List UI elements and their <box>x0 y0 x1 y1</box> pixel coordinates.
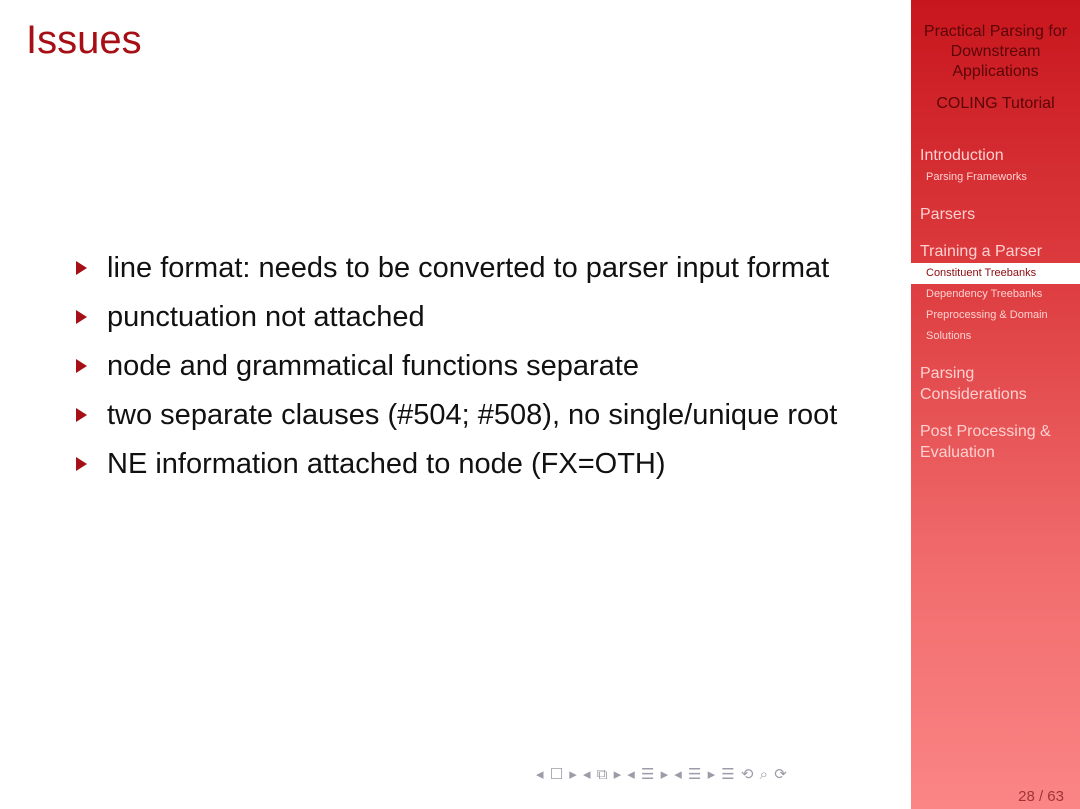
sidebar-subsection-preprocessing-domain[interactable]: Preprocessing & Domain <box>926 309 1048 321</box>
slide-body <box>76 248 866 493</box>
sidebar-section-training-a-parser[interactable]: Training a Parser <box>920 243 1043 260</box>
bullet-text: line format: needs to be converted to parser input format <box>107 252 830 284</box>
bullet-text: NE information attached to node (FX=OTH) <box>107 448 666 480</box>
sidebar-subsection-solutions[interactable]: Solutions <box>926 330 972 342</box>
triangle-bullet-icon <box>76 457 87 471</box>
page-number: 28 / 63 <box>1018 788 1064 805</box>
sidebar-subsection-parsing-frameworks[interactable]: Parsing Frameworks <box>926 171 1027 183</box>
bullet-item <box>76 248 866 288</box>
triangle-bullet-icon <box>76 359 87 373</box>
slide-title: Issues <box>26 18 142 62</box>
sidebar <box>911 0 1080 809</box>
bullet-text: node and grammatical functions separate <box>107 350 639 382</box>
sidebar-subsection-constituent-treebanks[interactable]: Constituent Treebanks <box>911 263 1080 284</box>
bullet-list <box>76 248 866 484</box>
presentation-event[interactable]: COLING Tutorial <box>936 95 1055 112</box>
sidebar-section-parsers[interactable]: Parsers <box>920 206 976 223</box>
sidebar-section-post-processing[interactable]: Post Processing & Evaluation <box>920 423 1051 461</box>
triangle-bullet-icon <box>76 261 87 275</box>
sidebar-section-introduction[interactable]: Introduction <box>920 147 1004 164</box>
sidebar-section-parsing-considerations[interactable]: Parsing Considerations <box>920 365 1027 403</box>
bullet-item <box>76 444 866 484</box>
triangle-bullet-icon <box>76 408 87 422</box>
presentation-title[interactable]: Practical Parsing for Downstream Applications <box>923 23 1068 80</box>
sidebar-subsection-dependency-treebanks[interactable]: Dependency Treebanks <box>926 288 1043 300</box>
triangle-bullet-icon <box>76 310 87 324</box>
bullet-item <box>76 297 866 337</box>
sidebar-nav <box>911 145 1080 463</box>
bullet-text: punctuation not attached <box>107 301 425 333</box>
bullet-text: two separate clauses (#504; #508), no single/unique root <box>107 399 838 431</box>
bullet-item <box>76 346 866 386</box>
beamer-navigation-icons[interactable]: ◂ ☐ ▸ ◂ ⧉ ▸ ◂ ☰ ▸ ◂ ☰ ▸ ☰ ⟲ ⌕ ⟳ <box>536 766 788 783</box>
bullet-item <box>76 395 866 435</box>
